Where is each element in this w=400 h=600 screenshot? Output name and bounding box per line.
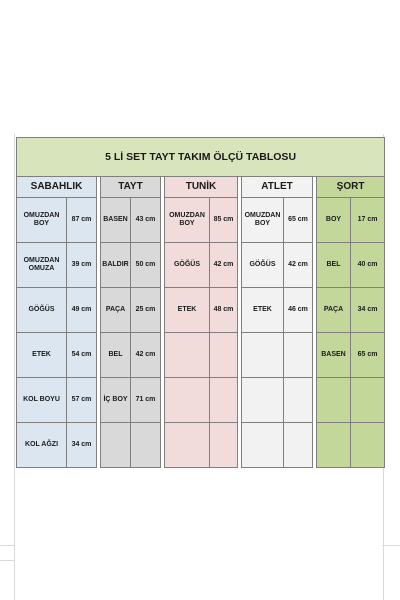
table-row — [17, 243, 385, 288]
sheet-gridline — [0, 560, 14, 561]
measure-value: 42 cm — [131, 333, 161, 378]
measure-value: 85 cm — [210, 198, 238, 243]
measure-label: ETEK — [165, 288, 210, 333]
measure-value — [210, 333, 238, 378]
measure-value: 71 cm — [131, 378, 161, 423]
measure-value: 40 cm — [351, 243, 385, 288]
measure-value: 54 cm — [67, 333, 97, 378]
measure-value — [131, 423, 161, 468]
table-row — [17, 198, 385, 243]
measure-label — [165, 378, 210, 423]
measure-label: BEL — [317, 243, 351, 288]
measure-value — [351, 423, 385, 468]
measure-label: BASEN — [317, 333, 351, 378]
measure-value: 42 cm — [210, 243, 238, 288]
measure-label: OMUZDAN OMUZA — [17, 243, 67, 288]
measure-label — [242, 333, 284, 378]
measure-label: OMUZDAN BOY — [165, 198, 210, 243]
table-row — [17, 333, 385, 378]
measure-label — [317, 378, 351, 423]
measure-value: 42 cm — [284, 243, 313, 288]
measure-label: OMUZDAN BOY — [17, 198, 67, 243]
measure-value — [210, 423, 238, 468]
group-header-sort: ŞORT — [317, 177, 385, 198]
measure-label: PAÇA — [101, 288, 131, 333]
measure-label: GÖĞÜS — [242, 243, 284, 288]
measure-value: 65 cm — [351, 333, 385, 378]
sheet-gridline — [14, 134, 15, 600]
measure-label: İÇ BOY — [101, 378, 131, 423]
measure-value: 34 cm — [351, 288, 385, 333]
measure-label: ETEK — [17, 333, 67, 378]
measure-label — [165, 333, 210, 378]
sheet-gridline — [0, 545, 14, 546]
measure-value — [351, 378, 385, 423]
size-chart-table — [16, 137, 385, 468]
measure-label: BALDIR — [101, 243, 131, 288]
measure-label: GÖĞÜS — [17, 288, 67, 333]
measure-value: 34 cm — [67, 423, 97, 468]
group-header-atlet: ATLET — [242, 177, 313, 198]
measure-value — [284, 333, 313, 378]
group-header-tayt: TAYT — [101, 177, 161, 198]
measure-value: 57 cm — [67, 378, 97, 423]
measure-value: 43 cm — [131, 198, 161, 243]
measure-value: 50 cm — [131, 243, 161, 288]
measure-value: 65 cm — [284, 198, 313, 243]
measure-label — [317, 423, 351, 468]
measure-value: 39 cm — [67, 243, 97, 288]
group-header-tuni-k: TUNİK — [165, 177, 238, 198]
measure-label — [242, 423, 284, 468]
measure-label — [165, 423, 210, 468]
measure-label: ETEK — [242, 288, 284, 333]
measure-value: 49 cm — [67, 288, 97, 333]
measure-label: KOL BOYU — [17, 378, 67, 423]
group-header-sabahlik: SABAHLIK — [17, 177, 97, 198]
table-row — [17, 288, 385, 333]
table-title: 5 Lİ SET TAYT TAKIM ÖLÇÜ TABLOSU — [17, 138, 385, 177]
measure-label: BEL — [101, 333, 131, 378]
measure-value — [284, 378, 313, 423]
measure-label: OMUZDAN BOY — [242, 198, 284, 243]
measure-value: 87 cm — [67, 198, 97, 243]
measure-label — [101, 423, 131, 468]
measure-value: 25 cm — [131, 288, 161, 333]
measure-label: GÖĞÜS — [165, 243, 210, 288]
table-row — [17, 378, 385, 423]
measure-label: BOY — [317, 198, 351, 243]
measure-value: 46 cm — [284, 288, 313, 333]
measure-value: 17 cm — [351, 198, 385, 243]
measure-label: KOL AĞZI — [17, 423, 67, 468]
measure-label: BASEN — [101, 198, 131, 243]
measure-label: PAÇA — [317, 288, 351, 333]
measure-value — [210, 378, 238, 423]
measure-label — [242, 378, 284, 423]
measure-value — [284, 423, 313, 468]
measure-value: 48 cm — [210, 288, 238, 333]
sheet-gridline — [382, 545, 400, 546]
table-row — [17, 423, 385, 468]
